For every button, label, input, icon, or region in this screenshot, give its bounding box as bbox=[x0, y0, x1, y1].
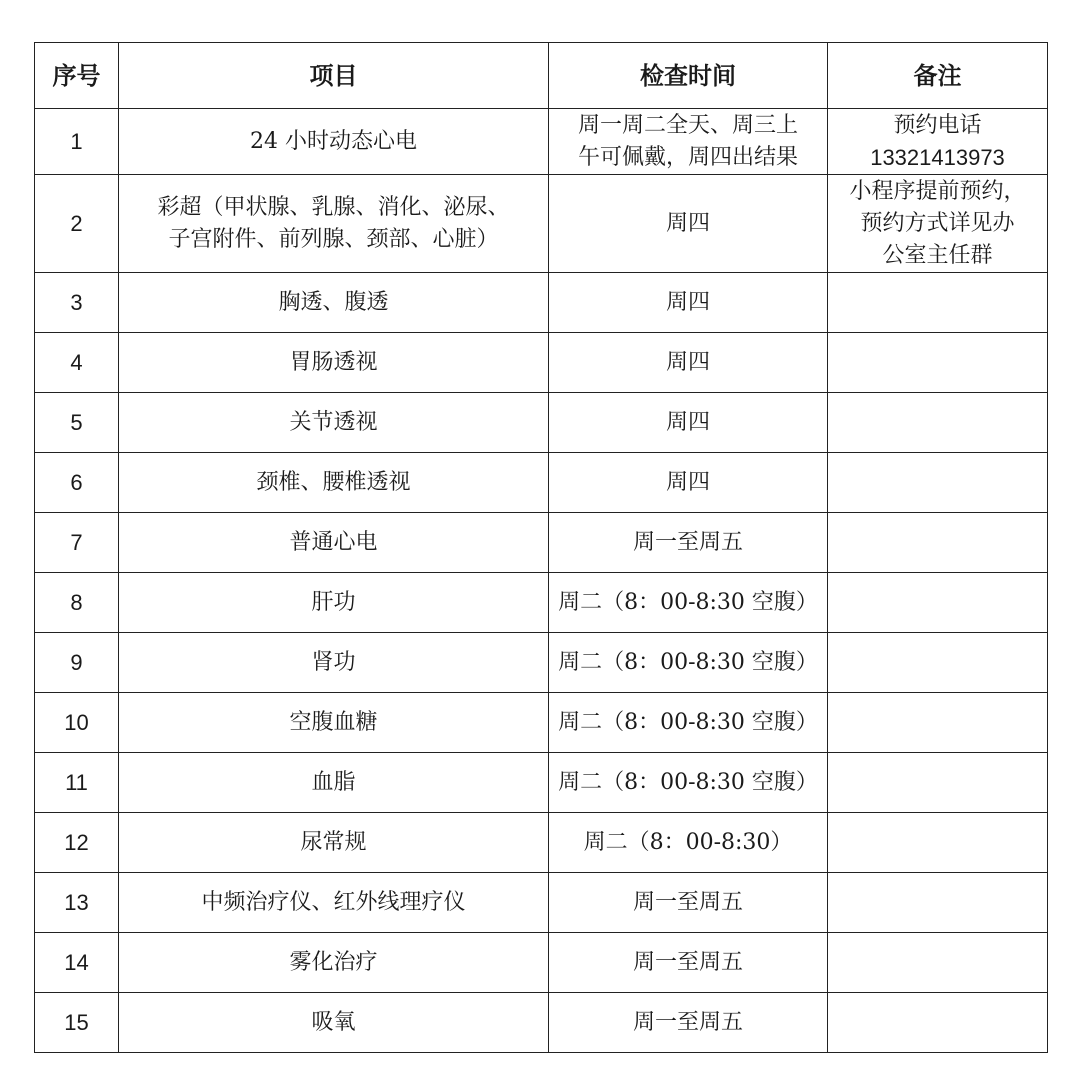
row-time: 周二（8：00-8:30） bbox=[549, 813, 828, 873]
row-note bbox=[828, 573, 1048, 633]
table-row bbox=[35, 273, 1048, 333]
row-time: 周四 bbox=[549, 273, 828, 333]
row-time-line: 午可佩戴，周四出结果 bbox=[577, 144, 798, 170]
table-row bbox=[35, 633, 1048, 693]
row-item-line: 彩超（甲状腺、乳腺、消化、泌尿、 bbox=[157, 194, 510, 220]
row-note bbox=[828, 453, 1048, 513]
header-item: 项目 bbox=[119, 43, 549, 109]
row-seq: 3 bbox=[35, 273, 119, 333]
row-time-line: 周一周二全天、周三上 bbox=[577, 112, 798, 138]
header-note: 备注 bbox=[828, 43, 1048, 109]
row-note bbox=[828, 273, 1048, 333]
row-time: 周一至周五 bbox=[549, 993, 828, 1053]
row-time: 周一至周五 bbox=[549, 513, 828, 573]
row-note-line: 预约电话 bbox=[893, 112, 982, 138]
table-row bbox=[35, 175, 1048, 273]
phone-number: 13321413973 bbox=[870, 144, 1005, 170]
row-item: 普通心电 bbox=[119, 513, 549, 573]
row-time: 周二（8：00-8:30 空腹） bbox=[549, 633, 828, 693]
row-item: 关节透视 bbox=[119, 393, 549, 453]
row-time: 周二（8：00-8:30 空腹） bbox=[549, 753, 828, 813]
row-note bbox=[828, 513, 1048, 573]
row-time: 周一至周五 bbox=[549, 933, 828, 993]
row-note bbox=[828, 753, 1048, 813]
row-note-line: 小程序提前预约， bbox=[849, 178, 1026, 204]
row-seq: 5 bbox=[35, 393, 119, 453]
table-row bbox=[35, 393, 1048, 453]
row-note bbox=[828, 813, 1048, 873]
row-seq: 12 bbox=[35, 813, 119, 873]
table-row bbox=[35, 333, 1048, 393]
row-note bbox=[828, 873, 1048, 933]
row-seq: 2 bbox=[35, 175, 119, 273]
row-item: 中频治疗仪、红外线理疗仪 bbox=[119, 873, 549, 933]
exam-schedule-table bbox=[34, 42, 1048, 1053]
row-seq: 15 bbox=[35, 993, 119, 1053]
row-item: 雾化治疗 bbox=[119, 933, 549, 993]
row-note bbox=[828, 175, 1048, 273]
table-row bbox=[35, 933, 1048, 993]
row-item: 血脂 bbox=[119, 753, 549, 813]
row-seq: 11 bbox=[35, 753, 119, 813]
row-note bbox=[828, 693, 1048, 753]
row-note bbox=[828, 993, 1048, 1053]
row-time: 周四 bbox=[549, 333, 828, 393]
row-note bbox=[828, 393, 1048, 453]
row-item: 空腹血糖 bbox=[119, 693, 549, 753]
row-seq: 6 bbox=[35, 453, 119, 513]
table-row bbox=[35, 693, 1048, 753]
table-row bbox=[35, 993, 1048, 1053]
row-time: 周一至周五 bbox=[549, 873, 828, 933]
row-item: 吸氧 bbox=[119, 993, 549, 1053]
row-time: 周二（8：00-8:30 空腹） bbox=[549, 573, 828, 633]
row-item-line: 子宫附件、前列腺、颈部、心脏） bbox=[168, 226, 499, 252]
table-row bbox=[35, 573, 1048, 633]
table-row bbox=[35, 109, 1048, 175]
row-item: 24 小时动态心电 bbox=[119, 109, 549, 175]
table-row bbox=[35, 813, 1048, 873]
row-item: 胃肠透视 bbox=[119, 333, 549, 393]
row-seq: 9 bbox=[35, 633, 119, 693]
row-note bbox=[828, 109, 1048, 175]
row-seq: 14 bbox=[35, 933, 119, 993]
header-time: 检查时间 bbox=[549, 43, 828, 109]
row-note-line: 公室主任群 bbox=[882, 242, 993, 268]
row-note-line: 预约方式详见办 bbox=[860, 210, 1015, 236]
row-seq: 1 bbox=[35, 109, 119, 175]
row-note bbox=[828, 633, 1048, 693]
row-time: 周二（8：00-8:30 空腹） bbox=[549, 693, 828, 753]
row-seq: 4 bbox=[35, 333, 119, 393]
row-seq: 7 bbox=[35, 513, 119, 573]
row-time bbox=[549, 109, 828, 175]
table-row bbox=[35, 873, 1048, 933]
row-note bbox=[828, 933, 1048, 993]
table-header-row bbox=[35, 43, 1048, 109]
row-item: 肝功 bbox=[119, 573, 549, 633]
row-time: 周四 bbox=[549, 175, 828, 273]
row-seq: 10 bbox=[35, 693, 119, 753]
row-item: 肾功 bbox=[119, 633, 549, 693]
row-seq: 8 bbox=[35, 573, 119, 633]
row-item: 颈椎、腰椎透视 bbox=[119, 453, 549, 513]
table-row bbox=[35, 453, 1048, 513]
row-item bbox=[119, 175, 549, 273]
header-seq: 序号 bbox=[35, 43, 119, 109]
row-item: 胸透、腹透 bbox=[119, 273, 549, 333]
row-item: 尿常规 bbox=[119, 813, 549, 873]
row-seq: 13 bbox=[35, 873, 119, 933]
row-time: 周四 bbox=[549, 393, 828, 453]
row-note bbox=[828, 333, 1048, 393]
table-row bbox=[35, 513, 1048, 573]
row-time: 周四 bbox=[549, 453, 828, 513]
table-row bbox=[35, 753, 1048, 813]
